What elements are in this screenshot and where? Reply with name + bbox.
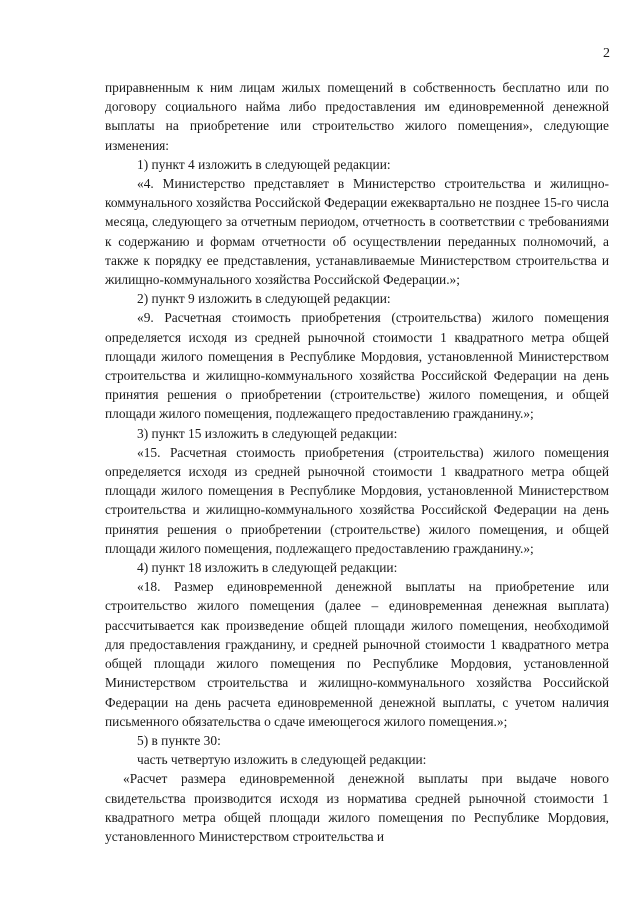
list-item-1-heading: 1) пункт 4 изложить в следующей редакции: (137, 156, 391, 172)
sub-item-part-four: часть четвертую изложить в следующей редакции: (137, 752, 427, 768)
list-item-2-heading: 2) пункт 9 изложить в следующей редакции: (137, 291, 391, 307)
quoted-calculation-paragraph: «Расчет размера единовременной денежной выплаты при выдаче нового свидетельства производится исходя из норматива средней рыночной стоимости 1 квадратного метра общей площади жилого помещения по Республике Мордовия, установленного Министерством строительства и (105, 771, 609, 844)
list-item-5-heading: 5) в пункте 30: (137, 732, 221, 748)
document-body (105, 78, 609, 846)
list-item-4-heading: 4) пункт 18 изложить в следующей редакции: (137, 560, 398, 576)
quoted-clause-15: «15. Расчетная стоимость приобретения (строительства) жилого помещения определяется исходя из средней рыночной стоимости 1 квадратного метра общей площади жилого помещения в Республике Мордовия, установленной Министерством строительства и жилищно-коммунального хозяйства Российской Федерации на день принятия решения о приобретении (строительстве) жилого помещения, и общей площади жилого помещения, подлежащего предоставлению гражданину.»; (105, 444, 609, 556)
paragraph-intro: приравненным к ним лицам жилых помещений в собственность бесплатно или по договору социального найма либо предоставления им единовременной денежной выплаты на приобретение или строительство жилого помещения», следующие изменения: (105, 80, 609, 153)
quoted-clause-4: «4. Министерство представляет в Министерство строительства и жилищно-коммунального хозяйства Российской Федерации ежеквартально не позднее 15-го числа месяца, следующего за отчетным периодом, отчетность в соответствии с требованиями к содержанию и формам отчетности об осуществлении переданных полномочий, а также к порядку ее представления, устанавливаемые Министерством строительства и жилищно-коммунального хозяйства Российской Федерации.»; (105, 176, 609, 288)
list-item-3-heading: 3) пункт 15 изложить в следующей редакции: (137, 425, 398, 441)
quoted-clause-18: «18. Размер единовременной денежной выплаты на приобретение или строительство жилого помещения (далее – единовременная денежная выплата) рассчитывается как произведение общей площади жилого помещения, необходимой для предоставления гражданину, и средней рыночной стоимости 1 квадратного метра общей площади жилого помещения по Республике Мордовия, установленной Министерством строительства и жилищно-коммунального хозяйства Российской Федерации на день расчета единовременной денежной выплаты, с учетом наличия письменного обязательства о сдаче имеющегося жилого помещения.»; (105, 579, 609, 729)
quoted-clause-9: «9. Расчетная стоимость приобретения (строительства) жилого помещения определяется исходя из средней рыночной стоимости 1 квадратного метра общей площади жилого помещения в Республике Мордовия, установленной Министерством строительства и жилищно-коммунального хозяйства Российской Федерации на день принятия решения о приобретении (строительстве) жилого помещения, и общей площади жилого помещения, подлежащего предоставлению гражданину.»; (105, 310, 609, 422)
page-number: 2 (603, 46, 610, 61)
